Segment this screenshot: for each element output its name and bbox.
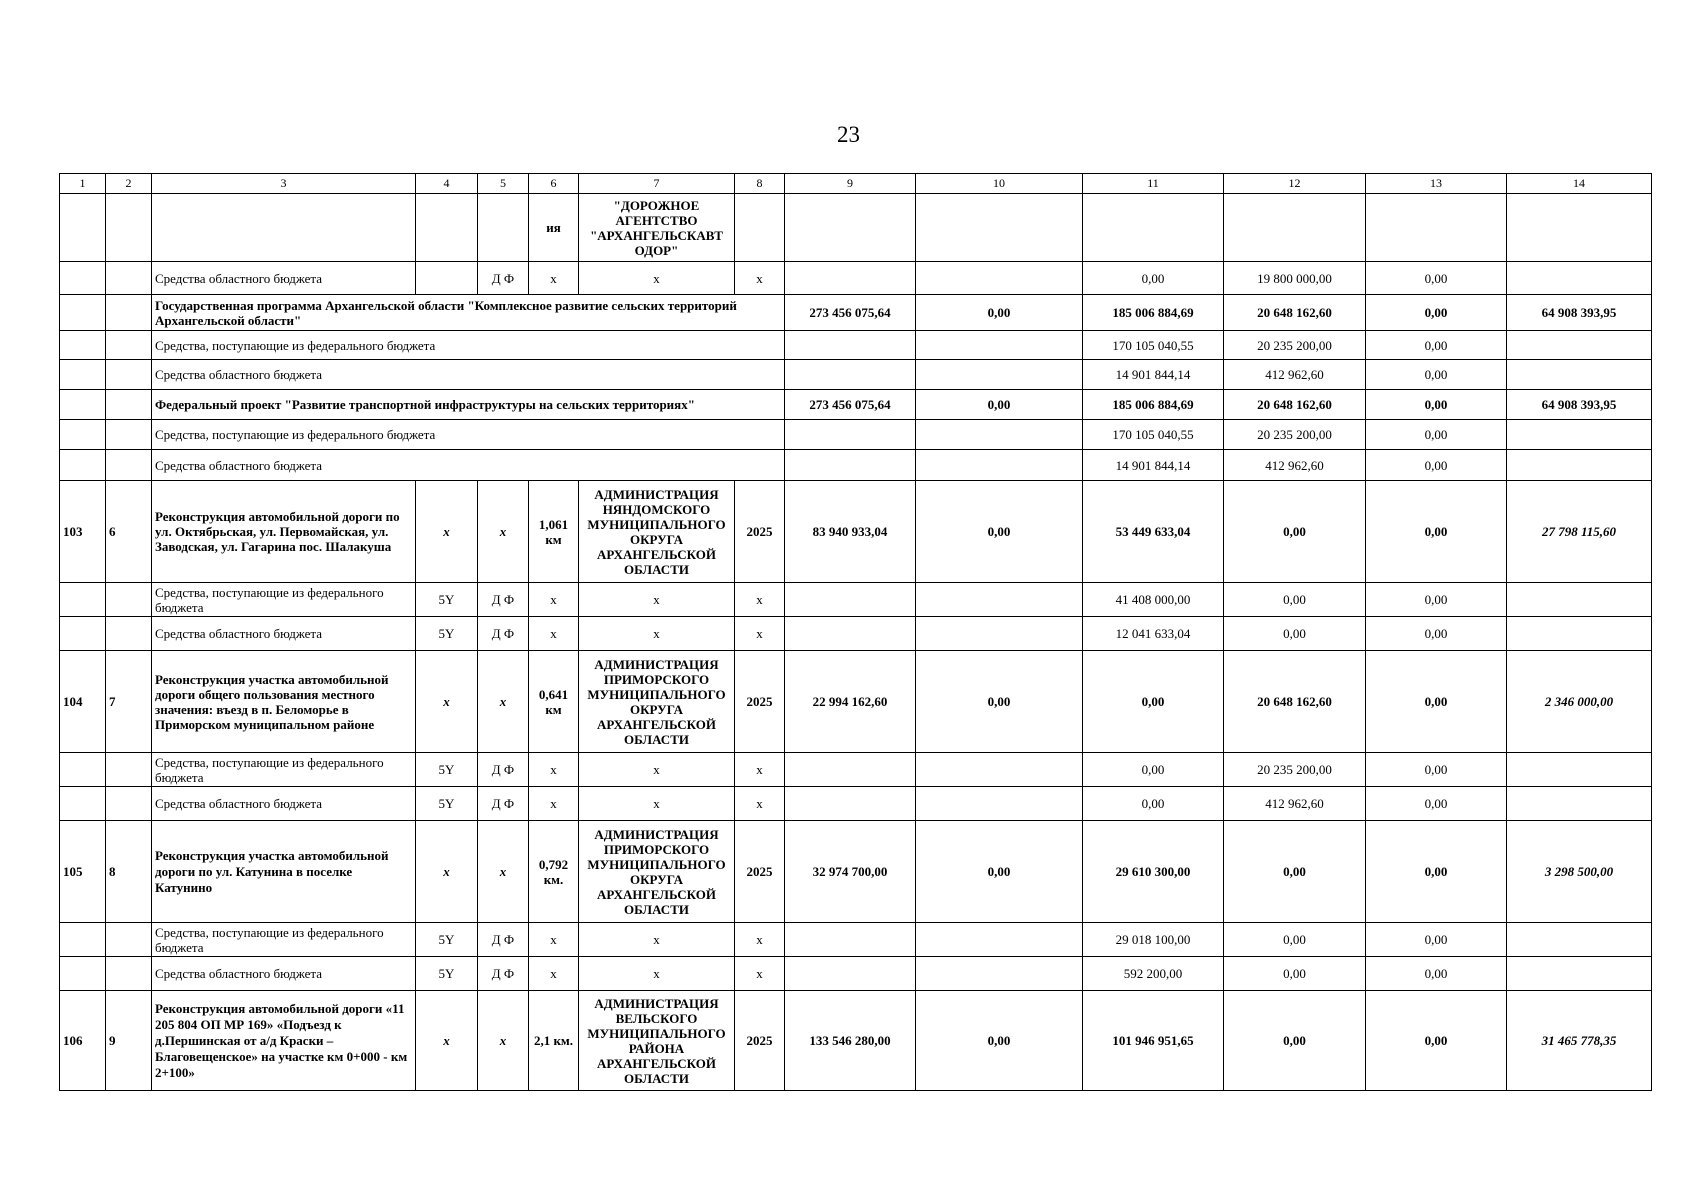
cell-amount: 20 648 162,60	[1224, 651, 1366, 753]
cell-amount: 0,00	[916, 821, 1083, 923]
cell-x: х	[579, 583, 735, 617]
table-row	[60, 194, 1652, 262]
cell-x: x	[478, 991, 529, 1091]
cell-amount: 0,00	[1224, 957, 1366, 991]
cell-amount: 273 456 075,64	[785, 295, 916, 331]
code-5y: 5Y	[416, 583, 478, 617]
cell-amount: 185 006 884,69	[1083, 295, 1224, 331]
cell-amount: 592 200,00	[1083, 957, 1224, 991]
cell-amount: 31 465 778,35	[1507, 991, 1652, 1091]
cell-amount: 0,00	[1366, 787, 1507, 821]
cell-amount: 29 018 100,00	[1083, 923, 1224, 957]
table-row	[60, 617, 1652, 651]
cell-amount: 0,00	[1366, 991, 1507, 1091]
table-row	[60, 420, 1652, 450]
object-row	[60, 481, 1652, 583]
cell-amount: 83 940 933,04	[785, 481, 916, 583]
cell-x: х	[529, 617, 579, 651]
code-5y: 5Y	[416, 787, 478, 821]
df-code: Д Ф	[478, 957, 529, 991]
cell-amount: 0,00	[1366, 295, 1507, 331]
page-number: 23	[837, 122, 860, 147]
cell-x: х	[529, 787, 579, 821]
program-title: Государственная программа Архангельской области "Комплексное развитие сельских территорий Архангельской области"	[152, 295, 785, 331]
object-length: 0,641 км	[529, 651, 579, 753]
object-name: Реконструкция участка автомобильной дороги общего пользования местного значения: въезд в п. Беломорье в Приморском муниципальном районе	[152, 651, 416, 753]
cell-amount: 0,00	[1366, 753, 1507, 787]
col-header: 12	[1224, 174, 1366, 194]
cell-x: х	[735, 617, 785, 651]
cell-amount: 0,00	[916, 481, 1083, 583]
cell-amount: 0,00	[1083, 753, 1224, 787]
row-number: 103	[60, 481, 106, 583]
cell-amount: 0,00	[1224, 821, 1366, 923]
cell-x: х	[735, 753, 785, 787]
col-header: 8	[735, 174, 785, 194]
cell-amount: 0,00	[1083, 651, 1224, 753]
row-subnumber: 9	[106, 991, 152, 1091]
cell-amount: 27 798 115,60	[1507, 481, 1652, 583]
source-regional: Средства областного бюджета	[152, 787, 416, 821]
cell-x: x	[478, 481, 529, 583]
cell-amount: 64 908 393,95	[1507, 295, 1652, 331]
df-code: Д Ф	[478, 787, 529, 821]
cell-amount: 0,00	[1224, 923, 1366, 957]
cell-amount: 0,00	[1224, 583, 1366, 617]
col-header: 1	[60, 174, 106, 194]
cell-x: x	[416, 651, 478, 753]
cell-amount: 53 449 633,04	[1083, 481, 1224, 583]
cell-amount: 0,00	[1366, 583, 1507, 617]
df-code: Д Ф	[478, 753, 529, 787]
cell-x: x	[416, 991, 478, 1091]
cell-amount: 3 298 500,00	[1507, 821, 1652, 923]
cell-amount: 64 908 393,95	[1507, 390, 1652, 420]
cell-x: х	[529, 262, 579, 295]
object-year: 2025	[735, 651, 785, 753]
object-name: Реконструкция участка автомобильной дороги по ул. Катунина в поселке Катунино	[152, 821, 416, 923]
cell-amount: 0,00	[1366, 923, 1507, 957]
object-year: 2025	[735, 821, 785, 923]
cell-amount: 0,00	[1224, 481, 1366, 583]
table-row	[60, 262, 1652, 295]
object-row	[60, 991, 1652, 1091]
cell-amount: 0,00	[1366, 420, 1507, 450]
cell-amount: 29 610 300,00	[1083, 821, 1224, 923]
table-row	[60, 583, 1652, 617]
cell-amount: 0,00	[1366, 617, 1507, 651]
cell-x: х	[579, 753, 735, 787]
cell-amount: 0,00	[1224, 617, 1366, 651]
project-row	[60, 390, 1652, 420]
object-year: 2025	[735, 481, 785, 583]
cell-amount: 2 346 000,00	[1507, 651, 1652, 753]
table-row	[60, 331, 1652, 360]
cell-x: x	[478, 651, 529, 753]
table-row	[60, 450, 1652, 481]
object-name: Реконструкция автомобильной дороги «11 205 804 ОП МР 169» «Подъезд к д.Першинская от а/д Краски – Благовещенское» на участке км 0+000 - км 2+100»	[152, 991, 416, 1091]
code-5y: 5Y	[416, 957, 478, 991]
row-subnumber: 6	[106, 481, 152, 583]
cell-organization: АДМИНИСТРАЦИЯ ПРИМОРСКОГО МУНИЦИПАЛЬНОГО ОКРУГА АРХАНГЕЛЬСКОЙ ОБЛАСТИ	[579, 651, 735, 753]
cell-amount: 0,00	[1366, 390, 1507, 420]
cell-x: х	[529, 583, 579, 617]
cell-organization: АДМИНИСТРАЦИЯ ВЕЛЬСКОГО МУНИЦИПАЛЬНОГО РАЙОНА АРХАНГЕЛЬСКОЙ ОБЛАСТИ	[579, 991, 735, 1091]
row-number: 106	[60, 991, 106, 1091]
object-row	[60, 821, 1652, 923]
cell-x: х	[735, 957, 785, 991]
cell-x: x	[478, 821, 529, 923]
table-row	[60, 360, 1652, 390]
cell-organization: АДМИНИСТРАЦИЯ ПРИМОРСКОГО МУНИЦИПАЛЬНОГО ОКРУГА АРХАНГЕЛЬСКОЙ ОБЛАСТИ	[579, 821, 735, 923]
table-row	[60, 923, 1652, 957]
col-header: 2	[106, 174, 152, 194]
row-subnumber: 8	[106, 821, 152, 923]
col-header: 13	[1366, 174, 1507, 194]
cell-x: х	[529, 957, 579, 991]
source-regional: Средства областного бюджета	[152, 450, 785, 481]
cell-x: х	[579, 262, 735, 295]
object-length: 1,061 км	[529, 481, 579, 583]
code-5y: 5Y	[416, 617, 478, 651]
df-code: Д Ф	[478, 262, 529, 295]
cell-x: х	[579, 923, 735, 957]
cell-amount: 0,00	[1083, 262, 1224, 295]
cell-x: х	[529, 923, 579, 957]
budget-table	[59, 173, 1652, 1091]
col-header: 14	[1507, 174, 1652, 194]
cell-amount: 0,00	[916, 651, 1083, 753]
df-code: Д Ф	[478, 617, 529, 651]
col-header: 6	[529, 174, 579, 194]
code-5y: 5Y	[416, 923, 478, 957]
cell-amount: 101 946 951,65	[1083, 991, 1224, 1091]
source-regional: Средства областного бюджета	[152, 957, 416, 991]
cell-x: х	[735, 923, 785, 957]
cell-amount: 20 235 200,00	[1224, 753, 1366, 787]
cell-organization: АДМИНИСТРАЦИЯ НЯНДОМСКОГО МУНИЦИПАЛЬНОГО ОКРУГА АРХАНГЕЛЬСКОЙ ОБЛАСТИ	[579, 481, 735, 583]
cell-x: х	[579, 617, 735, 651]
table-row	[60, 753, 1652, 787]
cell-amount: 0,00	[1366, 360, 1507, 390]
cell-amount: 0,00	[916, 991, 1083, 1091]
table-row	[60, 957, 1652, 991]
cell-x: х	[735, 787, 785, 821]
source-federal: Средства, поступающие из федерального бюджета	[152, 753, 416, 787]
row-number: 105	[60, 821, 106, 923]
source-regional: Средства областного бюджета	[152, 360, 785, 390]
source-federal: Средства, поступающие из федерального бюджета	[152, 331, 785, 360]
cell-amount: 412 962,60	[1224, 787, 1366, 821]
cell-amount: 170 105 040,55	[1083, 420, 1224, 450]
object-name: Реконструкция автомобильной дороги по ул. Октябрьская, ул. Первомайская, ул. Заводская, ул. Гагарина пос. Шалакуша	[152, 481, 416, 583]
source-regional: Средства областного бюджета	[152, 617, 416, 651]
cell-amount: 32 974 700,00	[785, 821, 916, 923]
cell-x: х	[529, 753, 579, 787]
code-5y: 5Y	[416, 753, 478, 787]
column-header-row	[60, 174, 1652, 194]
cell-amount: 20 648 162,60	[1224, 390, 1366, 420]
source-federal: Средства, поступающие из федерального бюджета	[152, 420, 785, 450]
col-header: 10	[916, 174, 1083, 194]
cell-amount: 0,00	[1366, 821, 1507, 923]
cell-amount: 412 962,60	[1224, 360, 1366, 390]
cell-x: х	[579, 957, 735, 991]
cell-amount: 0,00	[1366, 331, 1507, 360]
cell-amount: 41 408 000,00	[1083, 583, 1224, 617]
cell-amount: 14 901 844,14	[1083, 360, 1224, 390]
object-length: 2,1 км.	[529, 991, 579, 1091]
cell-amount: 22 994 162,60	[785, 651, 916, 753]
project-title: Федеральный проект "Развитие транспортной инфраструктуры на сельских территориях"	[152, 390, 785, 420]
cell-amount: 0,00	[1366, 450, 1507, 481]
cell-amount: 0,00	[1083, 787, 1224, 821]
row-number: 104	[60, 651, 106, 753]
cell-organization: "ДОРОЖНОЕ АГЕНТСТВО "АРХАНГЕЛЬСКАВТ ОДОР"	[579, 194, 735, 262]
cell-amount: 20 235 200,00	[1224, 420, 1366, 450]
program-row	[60, 295, 1652, 331]
source-federal: Средства, поступающие из федерального бюджета	[152, 583, 416, 617]
cell-amount: 0,00	[1366, 957, 1507, 991]
object-year: 2025	[735, 991, 785, 1091]
source-federal: Средства, поступающие из федерального бюджета	[152, 923, 416, 957]
object-row	[60, 651, 1652, 753]
cell-amount: 0,00	[916, 295, 1083, 331]
cell-amount: 20 648 162,60	[1224, 295, 1366, 331]
cell-x: х	[735, 583, 785, 617]
table-row	[60, 787, 1652, 821]
col-header: 9	[785, 174, 916, 194]
row-subnumber: 7	[106, 651, 152, 753]
cell-amount: 14 901 844,14	[1083, 450, 1224, 481]
cell-col6: ия	[529, 194, 579, 262]
cell-x: x	[416, 481, 478, 583]
cell-amount: 273 456 075,64	[785, 390, 916, 420]
df-code: Д Ф	[478, 583, 529, 617]
col-header: 4	[416, 174, 478, 194]
cell-amount: 0,00	[916, 390, 1083, 420]
cell-x: х	[579, 787, 735, 821]
cell-x: х	[735, 262, 785, 295]
cell-amount: 133 546 280,00	[785, 991, 916, 1091]
df-code: Д Ф	[478, 923, 529, 957]
cell-amount: 19 800 000,00	[1224, 262, 1366, 295]
cell-amount: 12 041 633,04	[1083, 617, 1224, 651]
col-header: 11	[1083, 174, 1224, 194]
cell-amount: 0,00	[1366, 481, 1507, 583]
cell-amount: 170 105 040,55	[1083, 331, 1224, 360]
cell-amount: 0,00	[1224, 991, 1366, 1091]
col-header: 3	[152, 174, 416, 194]
cell-amount: 0,00	[1366, 651, 1507, 753]
cell-amount: 0,00	[1366, 262, 1507, 295]
cell-x: x	[416, 821, 478, 923]
cell-amount: 20 235 200,00	[1224, 331, 1366, 360]
object-length: 0,792 км.	[529, 821, 579, 923]
col-header: 5	[478, 174, 529, 194]
cell-amount: 185 006 884,69	[1083, 390, 1224, 420]
cell-amount: 412 962,60	[1224, 450, 1366, 481]
source-regional: Средства областного бюджета	[152, 262, 416, 295]
col-header: 7	[579, 174, 735, 194]
